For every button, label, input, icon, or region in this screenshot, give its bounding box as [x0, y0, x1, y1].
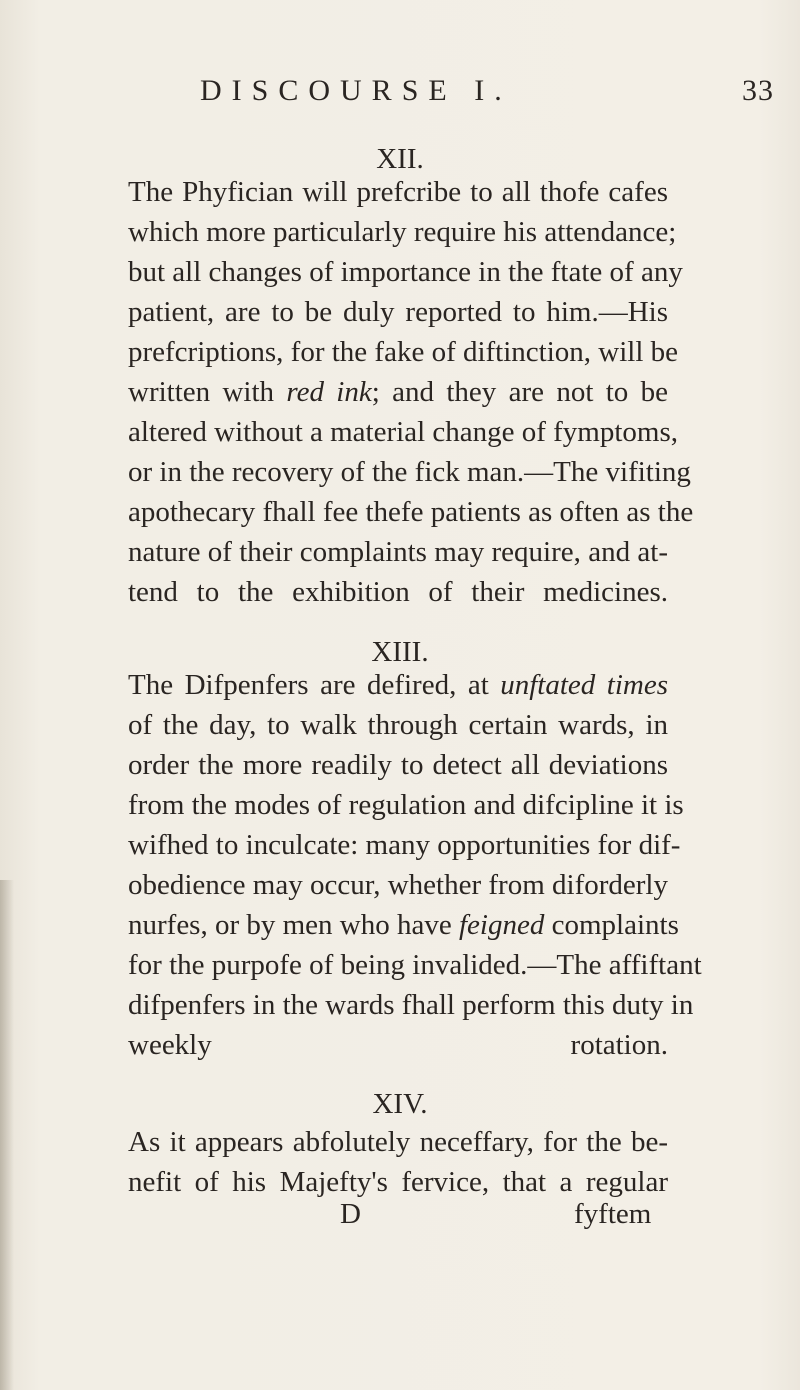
section-number-xiii: XIII. [371, 636, 429, 668]
text-line: wifhed to inculcate: many opportunities for dif- [128, 829, 681, 861]
text-line: prefcriptions, for the fake of diftinction, will be [128, 336, 679, 368]
text-line: which more particularly require his attendance; [128, 216, 677, 248]
text-line: The Difpenfers are defired, at unftated times [128, 669, 668, 701]
text-line: apothecary fhall fee thefe patients as often as the [128, 496, 694, 528]
text-line: nature of their complaints may require, and at- [128, 536, 668, 568]
catchword: fyftem [574, 1198, 652, 1230]
text-line: As it appears abfolutely neceffary, for the be- [128, 1126, 668, 1158]
italic-phrase: red ink [286, 376, 372, 408]
section-xiv-text [128, 1122, 668, 1202]
section-number-xiv: XIV. [372, 1088, 428, 1120]
italic-phrase: unftated times [500, 669, 668, 701]
text-line: or in the recovery of the fick man.—The vifiting [128, 456, 691, 488]
section-xii-text [128, 172, 694, 612]
running-title: DISCOURSE I. [200, 74, 512, 107]
text-line: of the day, to walk through certain wards, in [128, 709, 668, 741]
text-line: written with red ink; and they are not to be [128, 376, 668, 408]
running-header [200, 74, 780, 114]
text-line: from the modes of regulation and difcipline it is [128, 789, 684, 821]
section-number-xii: XII. [376, 143, 424, 175]
page-number: 33 [742, 74, 774, 107]
text-line: The Phyfician will prefcribe to all thofe cafes [128, 176, 668, 208]
signature-mark: D [340, 1198, 361, 1230]
italic-phrase: feigned [459, 909, 545, 941]
text-line: nurfes, or by men who have feigned complaints [128, 909, 679, 941]
text-line: but all changes of importance in the ftate of any [128, 256, 683, 288]
section-xiii-text [128, 665, 702, 1065]
text-line: for the purpofe of being invalided.—The affiftant [128, 949, 702, 981]
text-line: tend to the exhibition of their medicines. [128, 576, 668, 608]
spine-shadow [0, 880, 14, 1390]
text-line: order the more readily to detect all deviations [128, 749, 668, 781]
text-line: difpenfers in the wards fhall perform this duty in [128, 989, 694, 1021]
text-line: nefit of his Majefty's fervice, that a regular [128, 1166, 668, 1198]
text-line: altered without a material change of fymptoms, [128, 416, 679, 448]
text-line: obedience may occur, whether from diforderly [128, 869, 668, 901]
text-line: weekly rotation. [128, 1029, 668, 1061]
text-line: patient, are to be duly reported to him.—His [128, 296, 668, 328]
